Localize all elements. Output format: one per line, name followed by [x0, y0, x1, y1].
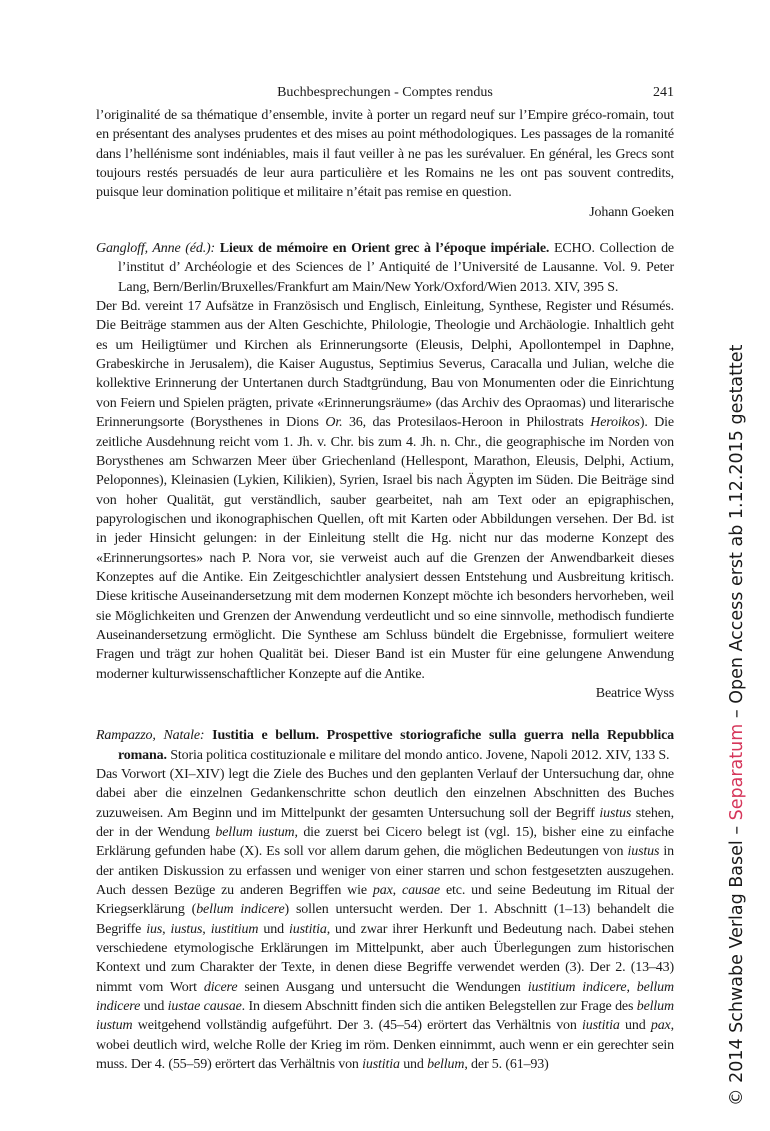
italic-term: bellum indicere [96, 979, 674, 1015]
italic-term: bellum iustum [215, 825, 295, 841]
page-body [96, 106, 674, 1075]
review-publication: Storia politica costituzionale e militare del mondo antico. Jovene, Napoli 2012. XIV, 133 S. [170, 747, 670, 763]
running-title: Buchbesprechungen - Comptes rendus [277, 85, 493, 100]
text-segment: , [392, 883, 397, 899]
text-segment: seinen Ausgang und untersucht die Wendungen [244, 979, 521, 995]
italic-term: iustitium indicere [527, 979, 627, 995]
text-segment: , der 5. (61–93) [464, 1057, 549, 1073]
italic-term: iustitia [288, 921, 327, 937]
previous-review-text: l’originalité de sa thématique d’ensemble, invite à porter un regard neuf sur l’Empire gréco-romain, tout en présentant des analyses prudentes et des mises au point méthodologiques. Les passages de la romanité dans l’hellénisme sont indéniables, mais il faut veiller à ne pas les surévaluer. En général, les Grecs sont toujours restés persuadés de leur aura particulière et les Romains ne les ont pas souvent contredits, puisque leur domination politique et militaire n’était pas remise en question. [96, 108, 674, 201]
text-segment: 36, das Protesilaos-Heroon in Philostrats [348, 415, 584, 431]
italic-term: Heroikos [590, 415, 640, 431]
copyright-suffix: – Open Access erst ab 1.12.2015 gestattet [727, 344, 747, 719]
italic-term: iustitia [362, 1057, 400, 1073]
review-gangloff [96, 239, 674, 703]
separatum-label: Separatum [727, 723, 747, 821]
text-segment: , wobei deutlich wird, welche Rolle der Krieg im röm. Denken einnimmt, auch wenn er ein gerechter sein muss. Der 4. (55–59) erörtert das Verhältnis von [96, 1018, 674, 1073]
reviewer-name: Beatrice Wyss [595, 685, 674, 701]
text-segment: . In diesem Abschnitt finden sich die antiken Belegstellen zur Frage des [241, 999, 634, 1015]
text-segment: , die zuerst bei Cicero belegt ist (vgl. 15), bisher eine zu einfache Erklärung gefunden habe (X). Es soll vor allem darum gehen, die möglichen Bedeutungen von [96, 825, 674, 860]
page-number: 241 [653, 85, 674, 100]
italic-term: iustae causae [167, 999, 242, 1015]
review-title: Lieux de mémoire en Orient grec à l’époque impériale. [219, 241, 550, 257]
text-segment: stehen, der in der Wendung [96, 805, 674, 841]
text-segment: und [403, 1057, 424, 1073]
text-segment: , [202, 921, 206, 937]
text-segment: ). Die zeitliche Ausdehnung reicht vom 1. Jh. v. Chr. bis zum 4. Jh. n. Chr., die geographische im Norden von Borysthenes am Schwarzen Meer über Griechenland (Hellespont, Marathon, Eleusis, Delphi, Actium, Peloponnes), Kleinasien (Lykien, Kilikien), Syrien, Israel bis nach Ägypten im Süden. Die Beiträge sind von hoher Qualität, gut verständlich, sauber gearbeitet, nah am Text oder an epigraphischen, papyrologischen und ikonographischen Quellen, oft mit Karten oder Abbildungen versehen. Der Bd. ist in jeder Hinsicht gelungen: in der Einleitung stellt die Hg. nicht nur das moderne Konzept des «Erinnerungsortes» nach P. Nora vor, sie verweist auch auf die Grenzen der Anwendbarkeit dieses Konzeptes auf die Antike. Ein Zeitgeschichtler analysiert dessen Entstehung und Ausbreitung kritisch. Diese kritische Auseinandersetzung mit dem modernen Konzept möchte ich besonders hervorheben, weil sie Möglichkeiten und Grenzen der Anwendung verdeutlicht und so eine sinnvolle, methodisch fundierte Auseinandersetzung ermöglicht. Die Synthese am Schluss bündelt die Ergebnisse, formuliert weitere Fragen und trägt zur hohen Qualität bei. Dieser Band ist ein Muster für eine gelungene Anwendung moderner kulturwissenschaftlicher Konzepte auf die Antike. [96, 415, 674, 682]
text-segment: und [625, 1018, 646, 1034]
text-segment: , und zwar ihrer Herkunft und Bedeutung nach. Dabei stehen verschiedene etymologische Erklärungen im Mittelpunkt, aber auch Überlegungen zum historischen Kontext und zum Charakter der Texte, in denen diese Begriffe verwendet werden (3). Der 2. (13–43) nimmt vom Wort [96, 921, 674, 995]
text-segment: und [143, 999, 165, 1015]
text-segment: , [162, 921, 166, 937]
text-segment: etc. und seine Bedeutung im Ritual der Kriegserklärung ( [96, 883, 674, 918]
italic-term: iustus [599, 805, 632, 821]
italic-term: pax [372, 883, 393, 899]
italic-term: iustitium [210, 921, 259, 937]
text-segment: weitgehend vollständig aufgeführt. Der 3. (45–54) erörtert das Verhältnis von [137, 1018, 577, 1034]
review-citation [96, 726, 674, 765]
italic-term: ius [146, 921, 163, 937]
review-author: Rampazzo, Natale: [96, 728, 205, 744]
italic-term: bellum [427, 1057, 465, 1073]
text-segment: und [263, 921, 284, 937]
italic-term: bellum indicere [196, 902, 285, 918]
italic-term: pax [650, 1018, 671, 1034]
copyright-notice [724, 106, 750, 1106]
italic-term: iustus [627, 844, 660, 860]
review-publication: ECHO. Collection de l’institut d’ Archéologie et des Sciences de l’ Antiquité de l’Université de Lausanne. Vol. 9. Peter Lang, Bern/Berlin/Bruxelles/Frankfurt am Main/New York/Oxford/Wien 2013. XIV, 395 S. [118, 241, 674, 295]
text-segment: ) sollen untersucht werden. Der 1. Abschnitt (1–13) behandelt die Begriffe [96, 902, 674, 937]
review-body [96, 765, 674, 1075]
review-citation [96, 239, 674, 297]
review-author: Gangloff, Anne (éd.): [96, 241, 216, 257]
review-rampazzo [96, 726, 674, 1074]
text-segment: in der antiken Diskussion zu erfassen und weniger von einer starren und schon festgesetzten auszugehen. Auch dessen Bezüge zu anderen Begriffen wie [96, 844, 674, 899]
italic-term: bellum iustum [96, 999, 674, 1034]
text-segment: , [626, 979, 630, 995]
italic-term: causae [402, 883, 440, 899]
previous-reviewer-name: Johann Goeken [589, 204, 674, 220]
review-body [96, 297, 674, 684]
italic-term: dicere [203, 979, 238, 995]
italic-term: iustitia [582, 1018, 620, 1034]
italic-term: iustus [170, 921, 203, 937]
text-segment: Das Vorwort (XI–XIV) legt die Ziele des Buches und den geplanten Verlauf der Untersuchung dar, ohne dabei aber die einzelnen Gedankenschritte schon deutlich den einzelnen Abschnitten des Buches zuzuweisen. Am Beginn und im Mittelpunkt der gesamten Untersuchung soll der Begriff [96, 767, 674, 821]
text-segment: Der Bd. vereint 17 Aufsätze in Französisch und Englisch, Einleitung, Synthese, Register und Résumés. Die Beiträge stammen aus der Alten Geschichte, Philologie, Theologie und Archäologie. Inhaltlich geht es um Heiligtümer und Kirchen als Erinnerungsorte (Eleusis, Delphi, Apollontempel in Daphne, Grabeskirche in Jerusalem), die Kaiser Augustus, Septimius Severus, Caracalla und Julian, welche die kollektive Erinnerung der Untertanen durch Stadtgründung, Bau von Monumenten oder die Einrichtung von Feiern und Spielen prägten, private «Erinnerungsräume» (das Archiv des Opraomas) und literarische Erinnerungsorte (Borysthenes in Dions [96, 299, 674, 431]
copyright-prefix: © 2014 Schwabe Verlag Basel – [727, 825, 747, 1106]
italic-term: Or. [325, 415, 343, 431]
review-title: Iustitia e bellum. Prospettive storiografiche sulla guerra nella Repubblica romana. [118, 728, 674, 763]
page-header [96, 83, 674, 103]
